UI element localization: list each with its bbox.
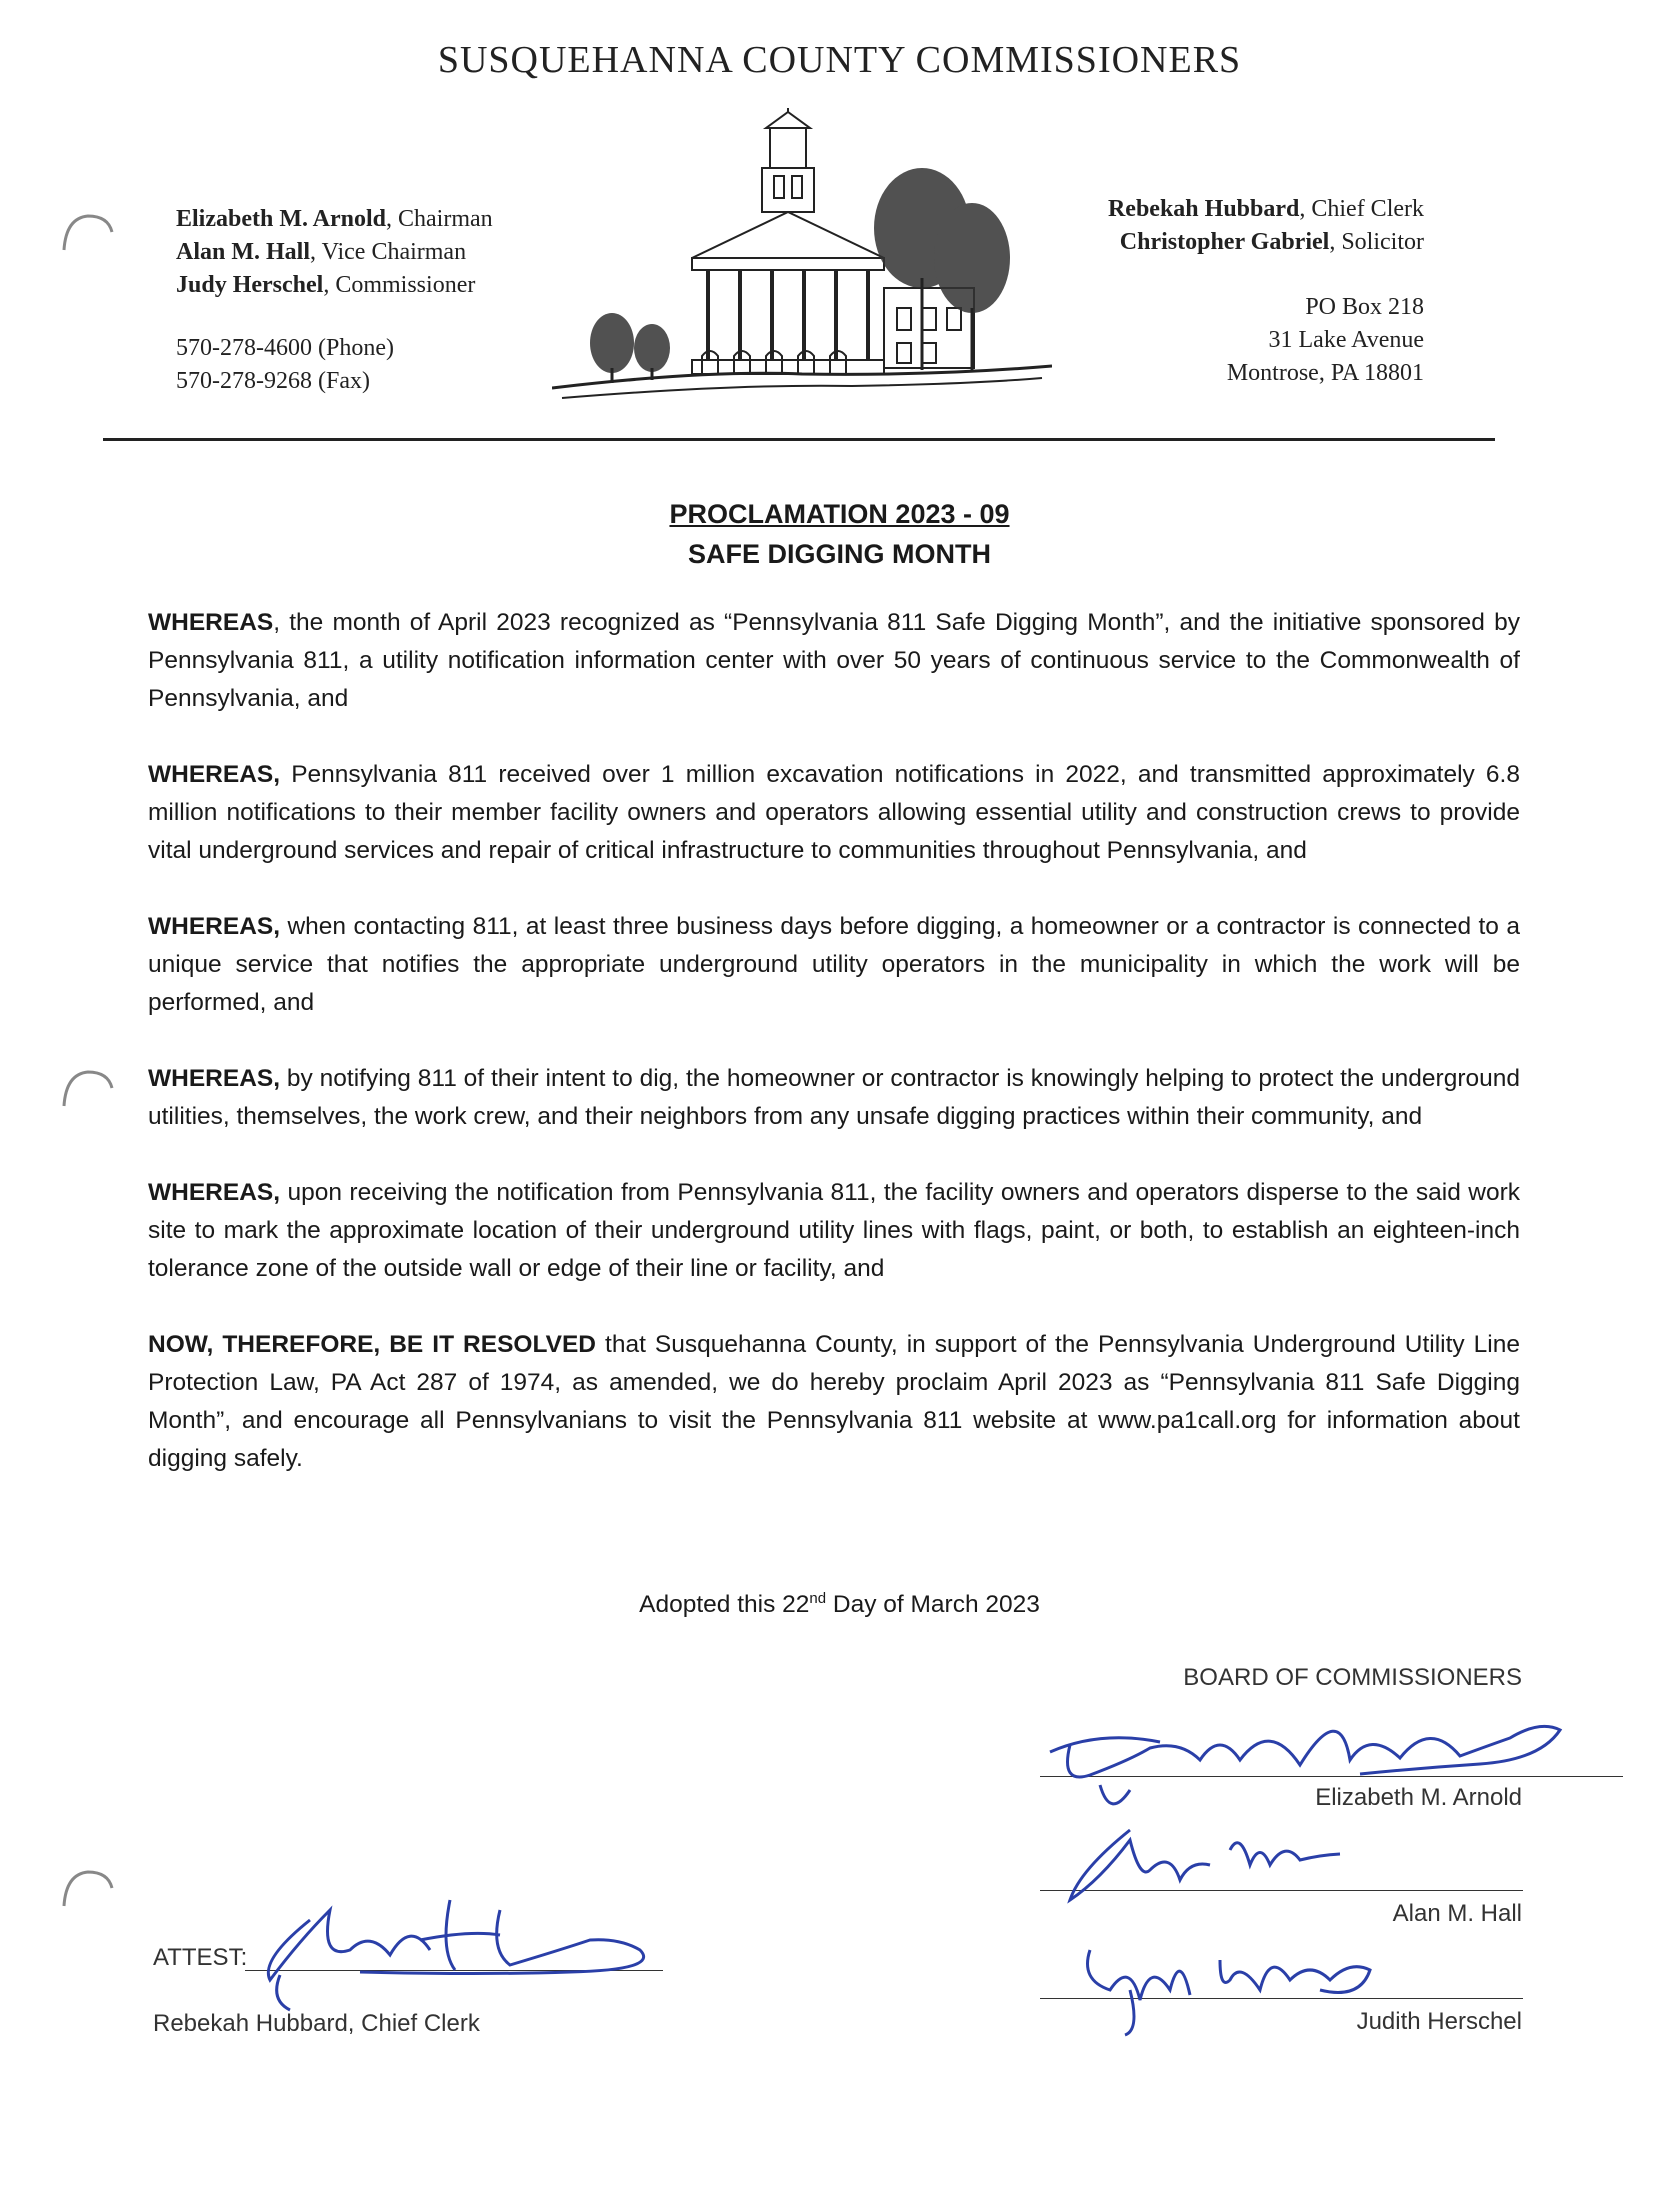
letterhead-commissioners: [176, 203, 493, 398]
courthouse-icon: [552, 108, 1052, 408]
chief-clerk: Rebekah Hubbard, Chief Clerk: [1107, 196, 1424, 222]
signer-name: Judith Herschel: [1356, 2008, 1522, 2035]
proclamation-body: [148, 604, 1520, 1516]
board-label: BOARD OF COMMISSIONERS: [1183, 1664, 1522, 1691]
paragraph: WHEREAS, when contacting 811, at least three business days before digging, a homeowner or a contractor is connected to a unique service that notifies the appropriate underground utility operators in the municipality in which the work will be performed, and: [148, 913, 1520, 1016]
signature-hubbard: [240, 1880, 670, 2010]
punch-hole-icon: [62, 1068, 114, 1108]
paragraph-resolution: NOW, THEREFORE, BE IT RESOLVED that Susquehanna County, in support of the Pennsylvania Underground Utility Line Protection Law, PA Act 287 of 1974, as amended, we do hereby proclaim April 2023 as “Pennsylvania 811 Safe Digging Month”, and encourage all Pennsylvanians to visit the Pennsylvania 811 website at www.pa1call.org for information about digging safely.: [148, 1331, 1520, 1472]
mailing-address: PO Box 218 31 Lake Avenue Montrose, PA 18801: [1226, 294, 1424, 386]
chief-clerk-name: Rebekah Hubbard, Chief Clerk: [153, 2010, 480, 2037]
paragraph: WHEREAS, Pennsylvania 811 received over 1 million excavation notifications in 2022, and transmitted approximately 6.8 million notifications to their member facility owners and operators allowing essential utility and construction crews to provide vital underground services and repair of critical infrastructure to communities throughout Pennsylvania, and: [148, 761, 1520, 864]
solicitor: Christopher Gabriel, Solicitor: [1119, 229, 1424, 255]
attest-label: ATTEST:: [153, 1944, 248, 1971]
paragraph: WHEREAS, the month of April 2023 recognized as “Pennsylvania 811 Safe Digging Month”, and the initiative sponsored by Pennsylvania 811, a utility notification information center with over 50 years of continuous service to the Commonwealth of Pennsylvania, and: [148, 609, 1520, 712]
letterhead-staff: [1108, 193, 1424, 390]
phone-number: 570-278-4600 (Phone): [176, 335, 394, 361]
letterhead-divider: [103, 438, 1495, 441]
proclamation-subtitle: SAFE DIGGING MONTH: [688, 539, 991, 569]
proclamation-number: PROCLAMATION 2023 - 09: [669, 499, 1010, 529]
commissioner-vice-chairman: Alan M. Hall, Vice Chairman: [176, 239, 467, 265]
commissioner-chairman: Elizabeth M. Arnold, Chairman: [176, 206, 493, 232]
signer-name: Elizabeth M. Arnold: [1315, 1784, 1522, 1811]
proclamation-title: [0, 494, 1679, 574]
fax-number: 570-278-9268 (Fax): [176, 368, 370, 394]
letterhead-title: SUSQUEHANNA COUNTY COMMISSIONERS: [437, 39, 1242, 81]
punch-hole-icon: [62, 1868, 114, 1908]
adoption-date: Adopted this 22nd Day of March 2023: [639, 1590, 1040, 1619]
paragraph: WHEREAS, upon receiving the notification from Pennsylvania 811, the facility owners and operators disperse to the said work site to mark the approximate location of their underground utility lines with flags, paint, or both, to establish an eighteen-inch tolerance zone of the outside wall or edge of their line or facility, and: [148, 1179, 1520, 1282]
signature-hall: [1060, 1810, 1360, 1910]
commissioner-member: Judy Herschel, Commissioner: [176, 272, 476, 298]
signer-name: Alan M. Hall: [1392, 1900, 1522, 1927]
punch-hole-icon: [62, 212, 114, 252]
paragraph: WHEREAS, by notifying 811 of their intent to dig, the homeowner or contractor is knowingly helping to protect the underground utilities, themselves, the work crew, and their neighbors from any unsafe digging practices within their community, and: [148, 1065, 1520, 1130]
